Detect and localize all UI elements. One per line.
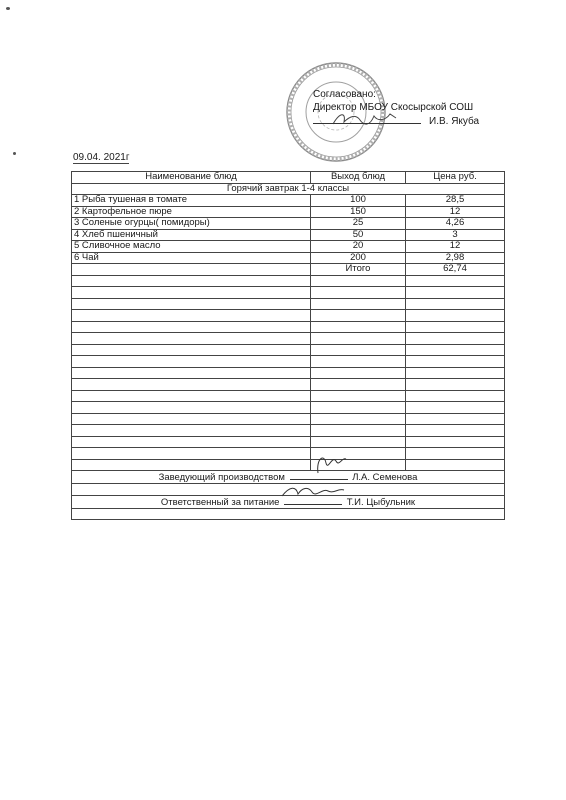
dish-name: 2 Картофельное пюре (72, 206, 311, 218)
dish-price: 4,26 (406, 218, 505, 230)
dish-name: 6 Чай (72, 252, 311, 264)
document-date (73, 152, 129, 163)
approval-position: Директор МБОУ Скосырской СОШ (313, 102, 474, 113)
table-row (72, 206, 505, 218)
empty-row (72, 333, 505, 345)
dish-name: 4 Хлеб пшеничный (72, 229, 311, 241)
dish-output: 100 (311, 195, 406, 207)
empty-row (72, 287, 505, 299)
table-row (72, 195, 505, 207)
nutrition-responsible-name: Т.И. Цыбульник (346, 496, 416, 508)
empty-row (72, 413, 505, 425)
dish-price: 12 (406, 206, 505, 218)
dish-name: 5 Сливочное масло (72, 241, 311, 253)
empty-row (72, 402, 505, 414)
approval-signer: И.В. Якуба (429, 116, 480, 127)
section-title: Горячий завтрак 1-4 классы (72, 183, 505, 195)
dish-name: 3 Соленые огурцы( помидоры) (72, 218, 311, 230)
approval-label: Согласовано: (313, 89, 376, 100)
empty-row (72, 436, 505, 448)
dish-output: 150 (311, 206, 406, 218)
production-manager-signature (312, 451, 356, 479)
total-value: 62,74 (406, 264, 505, 276)
header-dish-name: Наименование блюд (72, 172, 311, 184)
empty-row (72, 356, 505, 368)
nutrition-responsible-signature (278, 482, 348, 504)
empty-row (72, 508, 505, 520)
table-header-row (72, 172, 505, 184)
section-row (72, 183, 505, 195)
dish-price: 12 (406, 241, 505, 253)
table-row (72, 252, 505, 264)
approval-signature-line (313, 114, 421, 124)
document-date-text: 09.04. 2021г (73, 152, 130, 163)
empty-row (72, 459, 505, 471)
total-label: Итого (311, 264, 406, 276)
dish-price: 2,98 (406, 252, 505, 264)
total-row (72, 264, 505, 276)
nutrition-responsible-label: Ответственный за питание (160, 496, 280, 508)
empty-row (72, 344, 505, 356)
empty-row (72, 367, 505, 379)
scan-speck (6, 7, 10, 10)
production-manager-name: Л.А. Семенова (352, 472, 418, 483)
approval-block (313, 88, 479, 128)
table-row (72, 241, 505, 253)
empty-row (72, 390, 505, 402)
dish-output: 20 (311, 241, 406, 253)
header-price: Цена руб. (406, 172, 505, 184)
total-spacer (72, 264, 311, 276)
empty-row (72, 298, 505, 310)
dish-price: 3 (406, 229, 505, 241)
menu-table (71, 171, 505, 520)
dish-output: 200 (311, 252, 406, 264)
dish-output: 25 (311, 218, 406, 230)
dish-price: 28,5 (406, 195, 505, 207)
dish-name: 1 Рыба тушеная в томате (72, 195, 311, 207)
empty-row (72, 448, 505, 460)
table-row (72, 218, 505, 230)
dish-output: 50 (311, 229, 406, 241)
empty-row (72, 321, 505, 333)
empty-row (72, 379, 505, 391)
header-output: Выход блюд (311, 172, 406, 184)
empty-row (72, 275, 505, 287)
scan-speck (13, 152, 16, 155)
table-row (72, 229, 505, 241)
empty-row (72, 310, 505, 322)
production-manager-label: Заведующий производством (158, 472, 285, 483)
empty-row (72, 425, 505, 437)
